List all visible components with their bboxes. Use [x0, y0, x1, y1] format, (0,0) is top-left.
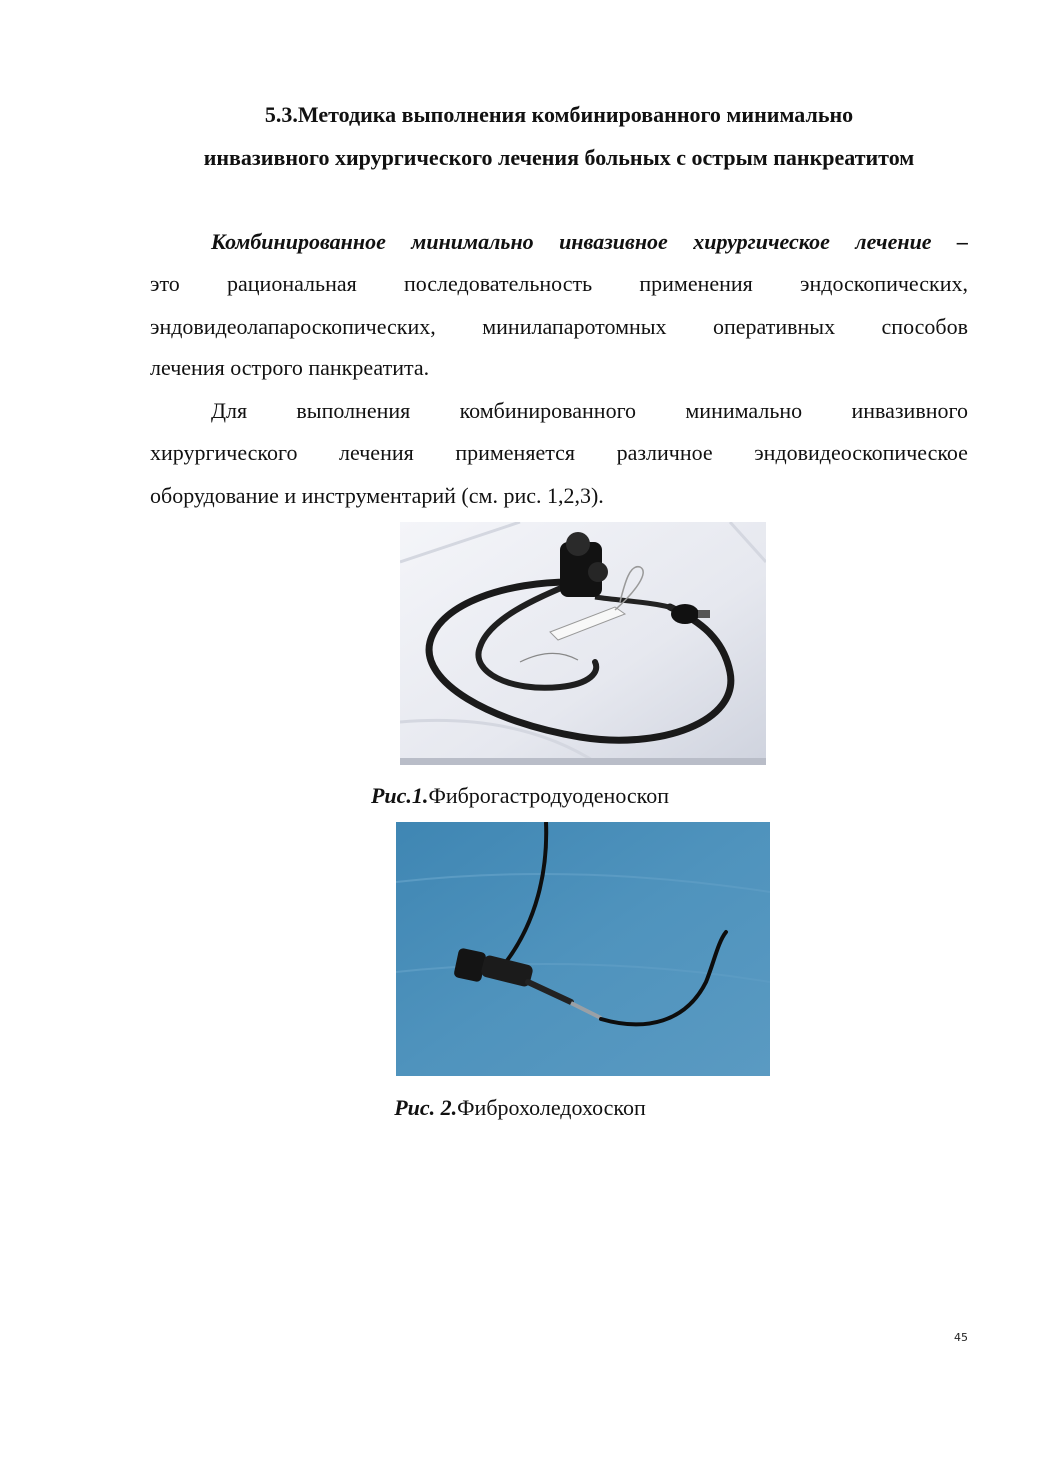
fibrocholedochoscope-image: [396, 822, 770, 1076]
table-edge: [400, 758, 766, 765]
angulation-knob-2: [588, 562, 608, 582]
word: хирургическое: [693, 229, 830, 254]
word: эндовидеоскопическое: [754, 440, 968, 465]
word: инвазивное: [559, 229, 668, 254]
word: рациональная: [227, 271, 357, 296]
word: инвазивного: [851, 398, 968, 423]
figure1-label: Рис.1.: [370, 783, 429, 808]
word: эндовидеолапароскопических,: [150, 314, 436, 339]
word: это: [150, 271, 180, 296]
section-heading-line1: 5.3.Методика выполнения комбинированного минимально: [264, 102, 854, 127]
photo-background: [396, 822, 770, 1076]
word: хирургического: [150, 440, 298, 465]
word: способов: [881, 314, 968, 339]
figure1-caption: [0, 784, 1040, 808]
figure2-photo: [396, 822, 770, 1076]
page-number: 45: [954, 1331, 968, 1344]
figure2-caption-text: Фиброхоледохоскоп: [457, 1095, 646, 1120]
section-heading-line2: инвазивного хирургического лечения больных с острым панкреатитом: [203, 145, 915, 170]
figure2-label: Рис. 2.: [394, 1095, 458, 1120]
paragraph1-line2: [150, 272, 968, 296]
word: последовательность: [403, 271, 593, 296]
paragraph2-line3: оборудование и инструментарий (см. рис. 1,2,3).: [150, 483, 604, 508]
word: лечение: [855, 229, 932, 254]
word: минимально: [685, 398, 803, 423]
fibrogastroduodenoscope-image: [400, 522, 766, 765]
paragraph1-line1: [211, 230, 968, 254]
word: минимально: [411, 229, 534, 254]
figure1-caption-text: Фиброгастродуоденоскоп: [428, 783, 669, 808]
word: выполнения: [296, 398, 411, 423]
word: комбинированного: [459, 398, 637, 423]
angulation-knob: [566, 532, 590, 556]
paragraph2-line1: [211, 399, 968, 423]
word: Комбинированное: [211, 229, 386, 254]
word: применения: [639, 271, 753, 296]
word: оперативных: [713, 314, 836, 339]
connector-tip: [698, 610, 710, 618]
word: эндоскопических,: [800, 271, 968, 296]
word: лечения: [339, 440, 414, 465]
light-guide-connector: [671, 604, 699, 624]
word: Для: [211, 398, 248, 423]
term-dash: –: [956, 229, 968, 254]
word: применяется: [455, 440, 575, 465]
word: минилапаротомных: [482, 314, 667, 339]
figure1-photo: [400, 522, 766, 765]
paragraph2-line2: [150, 441, 968, 465]
paragraph1-line4: лечения острого панкреатита.: [150, 355, 430, 380]
word: различное: [616, 440, 713, 465]
paragraph1-line3: [150, 315, 968, 339]
figure2-caption: [0, 1096, 1040, 1120]
